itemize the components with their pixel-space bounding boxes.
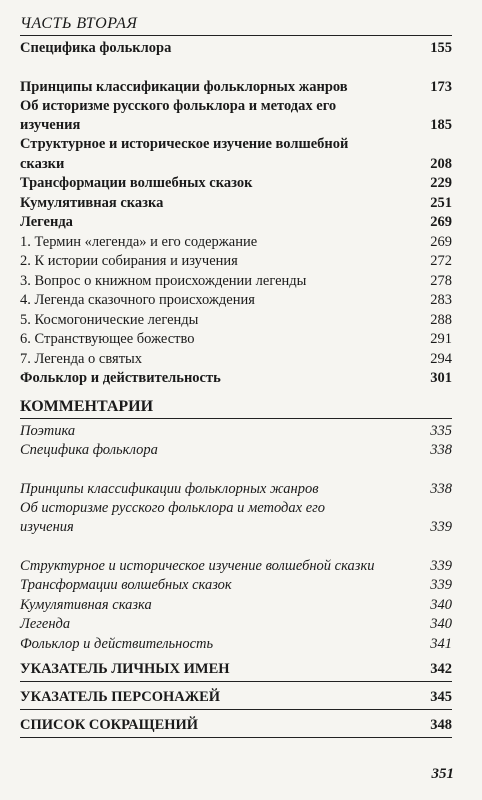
toc-entry [20, 97, 452, 136]
toc-entry-title: Об историзме русского фольклора и методах его изучения [20, 97, 337, 133]
toc-entry-page: 283 [430, 292, 452, 308]
toc-entry-page: 339 [430, 577, 452, 593]
toc-entry-page: 251 [430, 194, 452, 211]
toc-entry-page: 301 [430, 370, 452, 386]
toc-entry-title: Об историзме русского фольклора и методах его изучения [20, 499, 326, 535]
toc-entry [20, 538, 452, 577]
toc-entry [20, 252, 452, 272]
toc-entry-page: 340 [430, 596, 452, 613]
toc-entry-page: 339 [430, 557, 452, 574]
index-entry-page: 342 [430, 661, 452, 677]
toc-entry-title: Принципы классификации фольклорных жанров [20, 78, 348, 95]
toc-entry [20, 499, 452, 538]
toc-entry-page: 291 [430, 331, 452, 347]
toc-entry-title: 3. Вопрос о книжном происхождении легенды [20, 272, 307, 289]
toc-entry-title: Специфика фольклора [20, 40, 172, 56]
toc-entry [20, 461, 452, 500]
toc-entry [20, 136, 452, 175]
toc-entry-title: 4. Легенда сказочного происхождения [20, 292, 255, 308]
toc-entry [20, 422, 452, 442]
toc-entry [20, 615, 452, 635]
toc-entry-page: 185 [430, 117, 452, 133]
toc-entry [20, 174, 452, 194]
toc-entry [20, 635, 452, 655]
toc-entry-page: 294 [430, 350, 452, 367]
index-entry-title: УКАЗАТЕЛЬ ПЕРСОНАЖЕЙ [20, 689, 221, 705]
toc-entry-title: Поэтика [20, 422, 76, 439]
toc-entry-page: 278 [430, 272, 452, 289]
index-entry-page: 345 [430, 689, 452, 705]
toc-entry-page: 173 [430, 78, 452, 95]
toc-entry-title: 7. Легенда о святых [20, 350, 143, 367]
toc-entry-title: Кумулятивная сказка [20, 194, 164, 211]
toc-entry-title: Фольклор и действительность [20, 370, 221, 386]
toc-entry [20, 350, 452, 370]
page-number: 351 [431, 766, 454, 782]
toc-entry [20, 576, 452, 596]
toc-entry [20, 233, 452, 253]
part-two-heading: ЧАСТЬ ВТОРАЯ [20, 14, 452, 36]
comments-heading: КОММЕНТАРИИ [20, 397, 452, 419]
toc-entry-page: 272 [430, 253, 452, 269]
toc-entry-title: Легенда [20, 616, 71, 632]
index-entry [20, 657, 452, 682]
index-entry-title: СПИСОК СОКРАЩЕНИЙ [20, 717, 199, 733]
toc-entry-page: 335 [430, 422, 452, 439]
toc-entry-page: 340 [430, 616, 452, 632]
index-entry [20, 713, 452, 738]
toc-entry-title: Принципы классификации фольклорных жанров [20, 480, 319, 497]
toc-entry-title: Легенда [20, 214, 73, 230]
toc-entry-page: 338 [430, 480, 452, 497]
index-entry [20, 685, 452, 710]
index-entry-title: УКАЗАТЕЛЬ ЛИЧНЫХ ИМЕН [20, 661, 230, 677]
toc-entry-title: 2. К истории собирания и изучения [20, 253, 238, 269]
toc-entry-title: Специфика фольклора [20, 442, 158, 458]
toc-entry-page: 269 [430, 214, 452, 230]
toc-entry [20, 39, 452, 59]
toc-entry-title: Трансформации волшебных сказок [20, 577, 232, 593]
toc-entry-title: 6. Странствующее божество [20, 331, 195, 347]
toc-entry-title: Фольклор и действительность [20, 635, 214, 652]
index-entry-page: 348 [430, 717, 452, 733]
toc-entry [20, 596, 452, 616]
toc-entry [20, 213, 452, 233]
toc-entry [20, 441, 452, 461]
toc-entry-page: 288 [430, 311, 452, 328]
toc-entry [20, 194, 452, 214]
toc-entry [20, 291, 452, 311]
toc-entry [20, 59, 452, 98]
toc-entry-page: 155 [430, 40, 452, 56]
toc-entry [20, 272, 452, 292]
toc-entry [20, 369, 452, 389]
toc-page [20, 14, 452, 738]
toc-entry-title: 5. Космогонические легенды [20, 311, 199, 328]
toc-entry-page: 208 [430, 155, 452, 172]
toc-entry-title: Структурное и историческое изучение волшебной сказки [20, 136, 349, 172]
toc-entry-title: Трансформации волшебных сказок [20, 175, 253, 191]
comments-list [20, 422, 452, 655]
toc-entry [20, 311, 452, 331]
toc-entry-page: 229 [430, 175, 452, 191]
toc-entry-title: 1. Термин «легенда» и его содержание [20, 233, 258, 250]
toc-entry-title: Кумулятивная сказка [20, 596, 152, 613]
toc-entry-page: 339 [430, 519, 452, 535]
toc-entry [20, 330, 452, 350]
toc-entry-title: Структурное и историческое изучение волшебной сказки [20, 557, 375, 574]
toc-entry-page: 338 [430, 442, 452, 458]
toc-entry-page: 269 [430, 233, 452, 250]
index-list [20, 657, 452, 738]
toc-entry-page: 341 [430, 635, 452, 652]
part-two-list [20, 39, 452, 389]
